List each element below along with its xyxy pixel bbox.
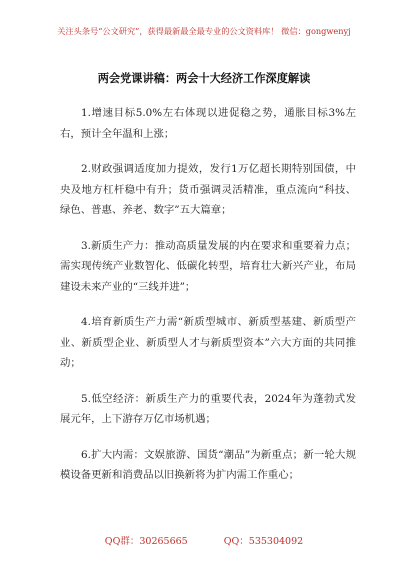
- paragraph-5: 5.低空经济：新质生产力的重要代表，2024年为蓬勃式发展元年，上下游存万亿市场机遇；: [60, 392, 356, 425]
- document-body: [60, 103, 356, 501]
- qq-group-number: QQ群：30265665: [104, 536, 188, 547]
- promo-banner: 关注头条号“公文研究”，获得最新最全最专业的公文资料库！ 微信：gongwenyj: [57, 26, 351, 36]
- contact-footer: [0, 533, 408, 547]
- paragraph-6: 6.扩大内需：文娱旅游、国货“潮品”为新重点；新一轮大规模设备更新和消费品以旧换新将为扩内需工作重心；: [60, 448, 356, 481]
- paragraph-2: 2.财政强调适度加力提效，发行1万亿超长期特别国债，中央及地方杠杆稳中有升；货币强调灵活精准，重点流向“科技、绿色、普惠、养老、数字”五大篇章；: [60, 163, 356, 216]
- qq-number: QQ：535304092: [223, 536, 304, 547]
- document-title: 两会党课讲稿：两会十大经济工作深度解读: [97, 71, 311, 85]
- paragraph-1: 1.增速目标5.0%左右体现以进促稳之势，通胀目标3%左右，预计全年温和上涨；: [60, 107, 356, 140]
- paragraph-4: 4.培育新质生产力需“新质型城市、新质型基建、新质型产业、新质型企业、新质型人才与新质型资本”六大方面的共同推动；: [60, 316, 356, 369]
- paragraph-3: 3.新质生产力：推动高质量发展的内在要求和重要着力点；需实现传统产业数智化、低碳化转型，培育壮大新兴产业，布局建设未来产业的“三线并进”；: [60, 239, 356, 293]
